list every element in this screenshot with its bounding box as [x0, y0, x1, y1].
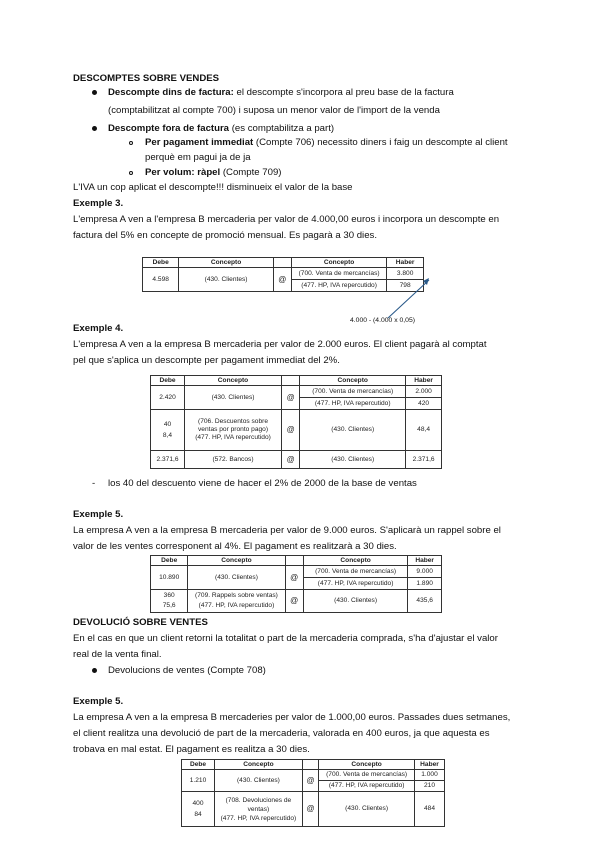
cell-debe — [151, 410, 185, 451]
col-haber: Haber — [408, 556, 442, 566]
concepto-line: (706. Descuentos sobre — [198, 418, 269, 425]
concepto-line: (477. HP, IVA repercutido) — [220, 814, 297, 822]
bullet-dot — [92, 668, 97, 673]
concepto-line: ventas) — [247, 805, 270, 813]
bullet-dot — [92, 90, 97, 95]
example-4-text-line2: pel que s'aplica un descompte per pagament immediat del 2%. — [73, 355, 340, 366]
bullet-text: (es comptabilitza a part) — [229, 123, 335, 134]
example-3-text-line2: factura del 5% en concepte de promoció mensual. Es pagarà a 30 dies. — [73, 230, 377, 241]
cell-concepto: (572. Bancos) — [185, 451, 282, 469]
cell-concepto: (700. Venta de mercancías) — [300, 386, 406, 398]
example-5b-title: Exemple 5. — [73, 696, 124, 707]
bullet-dot — [92, 126, 97, 131]
cell-concepto: (430. Clientes) — [300, 451, 406, 469]
example-5a-text-line1: La empresa A ven a la empresa B mercaderia per valor de 9.000 euros. S'aplicarà un rappel sobre el — [73, 525, 501, 536]
example-5b-text-line2: el client realitza una devolució de part de la mercaderia, valorada en 400 euros, ja que aquesta es — [73, 728, 490, 739]
col-concepto: Concepto — [179, 258, 273, 268]
sub-bullet-text-line2: perquè em pagui ja de ja — [145, 152, 251, 163]
cell-haber: 9.000 — [408, 566, 442, 578]
col-at — [302, 760, 318, 770]
debe-value: 400 — [192, 800, 204, 807]
cell-concepto: (430. Clientes) — [188, 566, 285, 590]
debe-value: 360 — [163, 592, 175, 599]
cell-at: @ — [273, 268, 291, 292]
cell-at: @ — [302, 792, 318, 827]
example-3-title: Exemple 3. — [73, 198, 124, 209]
col-debe: Debe — [151, 556, 188, 566]
journal-table-ex5a — [150, 555, 442, 613]
cell-concepto: (477. HP, IVA repercutido) — [300, 398, 406, 410]
cell-debe — [151, 590, 188, 613]
example-5a-text-line2: valor de les ventes corresponent al 4%. El pagament es realitzarà a 30 dies. — [73, 541, 397, 552]
cell-concepto: (430. Clientes) — [319, 792, 415, 827]
concepto-line: (708. Devoluciones de — [225, 796, 292, 804]
col-concepto: Concepto — [188, 556, 285, 566]
col-concepto: Concepto — [291, 258, 386, 268]
cell-haber: 48,4 — [406, 410, 442, 451]
cell-at: @ — [282, 451, 300, 469]
cell-debe: 1.210 — [182, 770, 215, 792]
col-concepto: Concepto — [319, 760, 415, 770]
section2-text-line1: En el cas en que un client retorni la totalitat o part de la mercaderia comprada, s'ha d'ajustar el valor — [73, 633, 498, 644]
cell-at: @ — [285, 566, 303, 590]
cell-haber: 2.000 — [406, 386, 442, 398]
section-title-descomptes: DESCOMPTES SOBRE VENDES — [73, 73, 220, 84]
col-haber: Haber — [387, 258, 424, 268]
cell-haber: 210 — [415, 781, 445, 792]
sub-bullet-pagament — [145, 136, 508, 149]
section2-text-line2: real de la venta final. — [73, 649, 162, 660]
example-4-text-line1: L'empresa A ven a la empresa B mercaderia per valor de 2.000 euros. El client pagarà al comptat — [73, 339, 487, 350]
debe-value: 75,6 — [162, 602, 176, 609]
cell-at: @ — [282, 410, 300, 451]
sub-bullet-text: (Compte 706) necessito diners i faig un descompte al client — [253, 137, 508, 148]
cell-at: @ — [302, 770, 318, 792]
sub-bullet-text: (Compte 709) — [220, 167, 282, 178]
col-concepto: Concepto — [185, 376, 282, 386]
cell-concepto: (430. Clientes) — [300, 410, 406, 451]
cell-concepto: (700. Venta de mercancías) — [303, 566, 407, 578]
cell-debe: 10.890 — [151, 566, 188, 590]
cell-debe: 2.371,6 — [151, 451, 185, 469]
example-4-note: los 40 del descuento viene de hacer el 2% de 2000 de la base de ventas — [108, 478, 417, 489]
cell-concepto: (430. Clientes) — [179, 268, 273, 292]
bullet-devolucions: Devolucions de ventes (Compte 708) — [108, 665, 266, 676]
sub-bullet-term: Per volum: ràpel — [145, 167, 221, 178]
iva-note: L'IVA un cop aplicat el descompte!!! disminueix el valor de la base — [73, 182, 353, 193]
bullet-text: el descompte s'incorpora al preu base de la factura — [233, 87, 454, 98]
cell-haber: 2.371,6 — [406, 451, 442, 469]
section-title-devolucio: DEVOLUCIÓ SOBRE VENTES — [73, 617, 208, 628]
col-concepto: Concepto — [303, 556, 407, 566]
debe-value: 84 — [194, 811, 202, 818]
concepto-line: (709. Rappels sobre ventas) — [195, 592, 278, 599]
cell-concepto: (700. Venta de mercancías) — [291, 268, 386, 280]
cell-concepto: (477. HP, IVA repercutido) — [291, 280, 386, 292]
example-5b-text-line1: La empresa A ven a la empresa B mercaderies per valor de 1.000,00 euros. Passades dues setmanes, — [73, 712, 511, 723]
journal-table-ex4 — [150, 375, 442, 469]
col-debe: Debe — [143, 258, 179, 268]
example-4-title: Exemple 4. — [73, 323, 124, 334]
cell-debe — [182, 792, 215, 827]
cell-at: @ — [282, 386, 300, 410]
cell-haber: 1.000 — [415, 770, 445, 781]
concepto-line: (477. HP, IVA repercutido) — [198, 602, 275, 609]
col-haber: Haber — [415, 760, 445, 770]
dash-marker: - — [92, 478, 96, 489]
example-5a-title: Exemple 5. — [73, 509, 124, 520]
debe-value: 8,4 — [162, 432, 173, 439]
cell-concepto: (477. HP, IVA repercutido) — [319, 781, 415, 792]
example-3-text-line1: L'empresa A ven a l'empresa B mercaderia per valor de 4.000,00 euros i incorpora un descompte en — [73, 214, 500, 225]
cell-concepto: (430. Clientes) — [215, 770, 303, 792]
cell-haber: 435,6 — [408, 590, 442, 613]
col-at — [282, 376, 300, 386]
cell-haber: 420 — [406, 398, 442, 410]
col-debe: Debe — [151, 376, 185, 386]
cell-debe: 4.598 — [143, 268, 179, 292]
example-5b-text-line3: trobava en mal estat. El pagament es realitza a 30 dies. — [73, 744, 310, 755]
col-debe: Debe — [182, 760, 215, 770]
cell-concepto — [215, 792, 303, 827]
cell-haber: 1.890 — [408, 578, 442, 590]
col-at — [285, 556, 303, 566]
col-concepto: Concepto — [300, 376, 406, 386]
cell-haber: 798 — [387, 280, 424, 292]
sub-bullet-circle — [129, 141, 133, 145]
sub-bullet-volum — [145, 166, 282, 179]
cell-concepto: (430. Clientes) — [185, 386, 282, 410]
sub-bullet-circle — [129, 171, 133, 175]
bullet-descompte-fora — [108, 122, 334, 135]
cell-concepto — [185, 410, 282, 451]
concepto-line: (477. HP, IVA repercutido) — [195, 434, 271, 441]
col-haber: Haber — [406, 376, 442, 386]
sub-bullet-term: Per pagament immediat — [145, 137, 254, 148]
concepto-line: ventas por pronto pago) — [198, 426, 269, 433]
cell-haber: 3.800 — [387, 268, 424, 280]
journal-table-ex3 — [142, 257, 424, 292]
cell-debe: 2.420 — [151, 386, 185, 410]
cell-concepto: (700. Venta de mercancías) — [319, 770, 415, 781]
bullet-text-line2: (comptabilitzat al compte 700) i suposa un menor valor de l'import de la venda — [108, 105, 440, 116]
debe-value: 40 — [163, 421, 172, 428]
journal-table-ex5b — [181, 759, 445, 827]
col-concepto: Concepto — [215, 760, 303, 770]
cell-concepto: (477. HP, IVA repercutido) — [303, 578, 407, 590]
col-at — [273, 258, 291, 268]
cell-haber: 484 — [415, 792, 445, 827]
cell-at: @ — [285, 590, 303, 613]
annotation-text: 4.000 - (4.000 x 0,05) — [350, 317, 415, 324]
cell-concepto — [188, 590, 285, 613]
bullet-term: Descompte dins de factura: — [108, 87, 234, 98]
bullet-descompte-dins — [108, 86, 454, 99]
cell-concepto: (430. Clientes) — [303, 590, 407, 613]
bullet-term: Descompte fora de factura — [108, 123, 230, 134]
